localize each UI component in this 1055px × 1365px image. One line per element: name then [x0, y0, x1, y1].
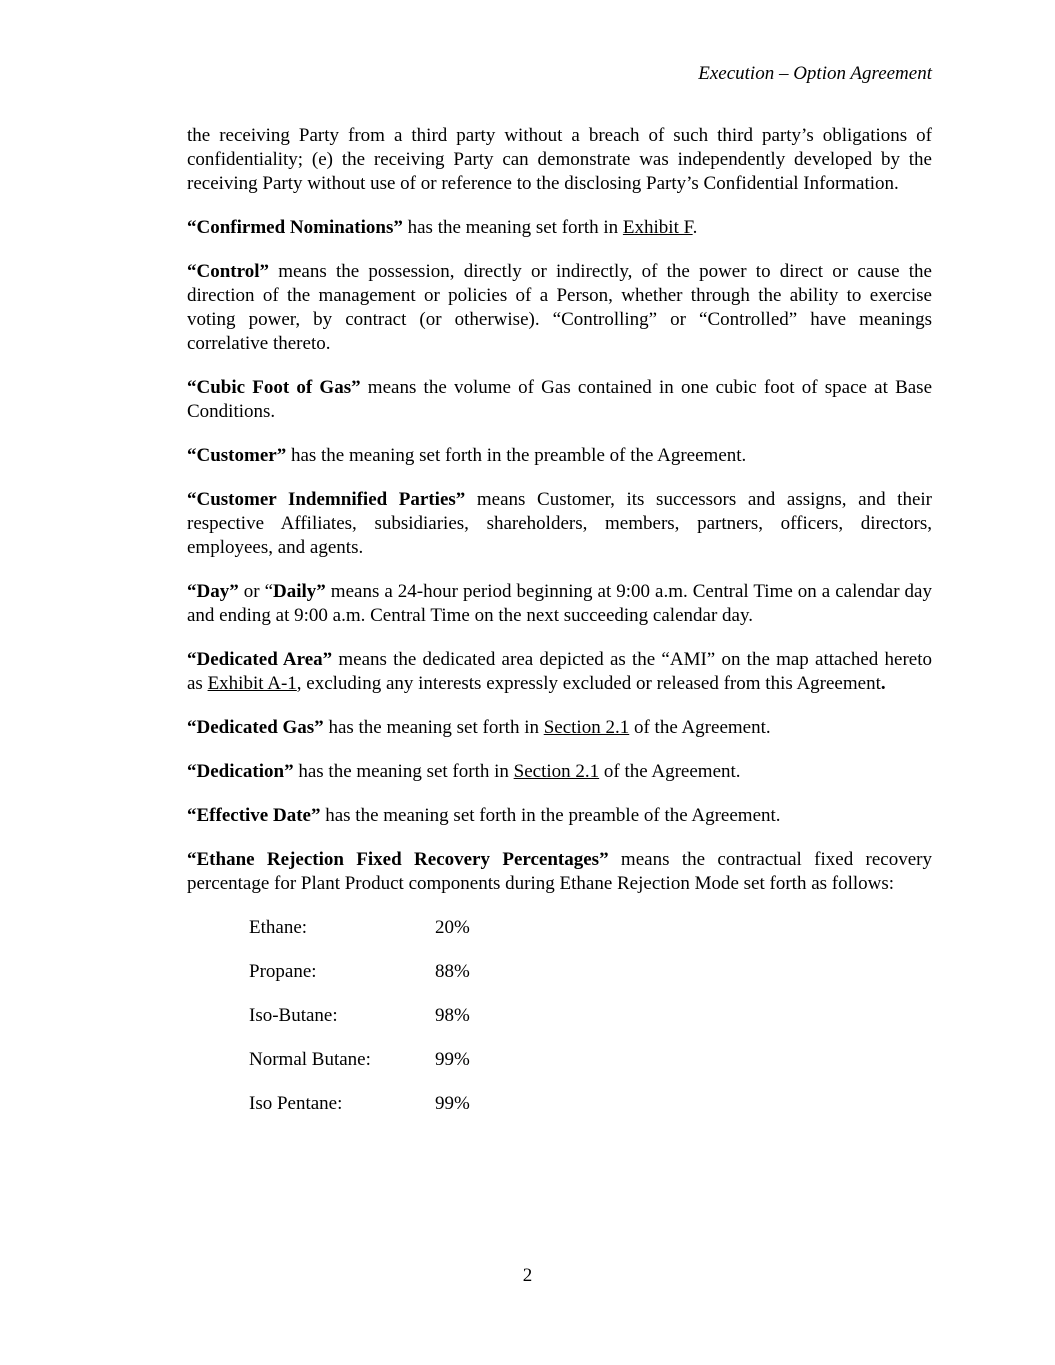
definition-text: of the Agreement.: [599, 761, 741, 782]
definition-text: of the Agreement.: [629, 717, 771, 738]
definition-confirmed-nominations: [187, 216, 932, 240]
definition-dedicated-gas: [187, 716, 932, 740]
defined-term: “Cubic Foot of Gas”: [187, 377, 361, 398]
definition-text: has the meaning set forth in: [323, 717, 544, 738]
definition-text: means the dedicated area depicted as the “AMI” on the map attached hereto as: [187, 649, 932, 694]
defined-term: “Day”: [187, 581, 239, 602]
recovery-value: 99%: [435, 1093, 470, 1114]
definition-text: means Customer, its successors and assigns, and their respective Affiliates, subsidiaries, shareholders, members, partners, officers, directors, employees, and agents.: [187, 489, 932, 558]
definition-end-period: .: [880, 673, 886, 694]
definition-text: .: [692, 217, 698, 238]
definition-text: has the meaning set forth in the preamble of the Agreement.: [320, 805, 781, 826]
defined-term: “Ethane Rejection Fixed Recovery Percentages”: [187, 849, 609, 870]
running-header: Execution – Option Agreement: [698, 63, 932, 84]
definition-cubic-foot-of-gas: [187, 376, 932, 424]
recovery-row: [249, 960, 932, 984]
definition-text: means the possession, directly or indirectly, of the power to direct or cause the direction of the management or policies of a Person, whether through the ability to exercise voting power, by contract (or otherwise). “Controlling” or “Controlled” have meanings correlative thereto.: [187, 261, 932, 354]
exhibit-f-reference: Exhibit F: [622, 217, 693, 238]
defined-term: “Dedication”: [187, 761, 294, 782]
definition-control: [187, 260, 932, 356]
component-label: Normal Butane:: [249, 1049, 371, 1070]
recovery-percentages-table: [249, 916, 932, 1116]
component-label: Iso Pentane:: [249, 1093, 343, 1114]
definition-text: has the meaning set forth in the preamble of the Agreement.: [286, 445, 747, 466]
component-label: Iso-Butane:: [249, 1005, 338, 1026]
defined-term: “Customer”: [187, 445, 287, 466]
recovery-value: 88%: [435, 961, 470, 982]
recovery-value: 20%: [435, 917, 470, 938]
defined-term: “Dedicated Gas”: [187, 717, 324, 738]
definition-customer: [187, 444, 932, 468]
definition-dedication: [187, 760, 932, 784]
page-number: 2: [522, 1265, 533, 1286]
defined-term: “Effective Date”: [187, 805, 321, 826]
component-label: Ethane:: [249, 917, 308, 938]
recovery-row: [249, 1092, 932, 1116]
recovery-row: [249, 1004, 932, 1028]
definition-text: means a 24-hour period beginning at 9:00 a.m. Central Time on a calendar day and ending at 9:00 a.m. Central Time on the next succeeding calendar day.: [187, 581, 932, 626]
definition-ethane-rejection: [187, 848, 932, 896]
continuation-paragraph: the receiving Party from a third party without a breach of such third party’s obligations of confidentiality; (e) the receiving Party can demonstrate was independently developed by the receiving Party without use of or reference to the disclosing Party’s Confidential Information.: [187, 125, 932, 194]
definition-day: [187, 580, 932, 628]
recovery-row: [249, 1048, 932, 1072]
component-label: Propane:: [249, 961, 317, 982]
definition-text: or “: [238, 581, 274, 602]
definition-customer-indemnified-parties: [187, 488, 932, 560]
defined-term: Daily”: [273, 581, 326, 602]
definition-text: , excluding any interests expressly excluded or released from this Agreement: [296, 673, 881, 694]
recovery-value: 98%: [435, 1005, 470, 1026]
defined-term: “Control”: [187, 261, 269, 282]
section-2-1-reference: Section 2.1: [513, 761, 600, 782]
exhibit-a1-reference: Exhibit A-1: [207, 673, 297, 694]
definition-text: means the volume of Gas contained in one cubic foot of space at Base Conditions.: [187, 377, 933, 422]
definition-text: has the meaning set forth in: [293, 761, 514, 782]
section-2-1-reference: Section 2.1: [543, 717, 630, 738]
definition-text: has the meaning set forth in: [402, 217, 623, 238]
definition-effective-date: [187, 804, 932, 828]
defined-term: “Confirmed Nominations”: [187, 217, 403, 238]
defined-term: “Customer Indemnified Parties”: [187, 489, 466, 510]
defined-term: “Dedicated Area”: [187, 649, 333, 670]
document-body: [187, 124, 932, 1136]
recovery-row: [249, 916, 932, 940]
recovery-value: 99%: [435, 1049, 470, 1070]
definition-dedicated-area: [187, 648, 932, 696]
definition-text: means the contractual fixed recovery percentage for Plant Product components during Ethane Rejection Mode set forth as follows:: [187, 849, 932, 894]
